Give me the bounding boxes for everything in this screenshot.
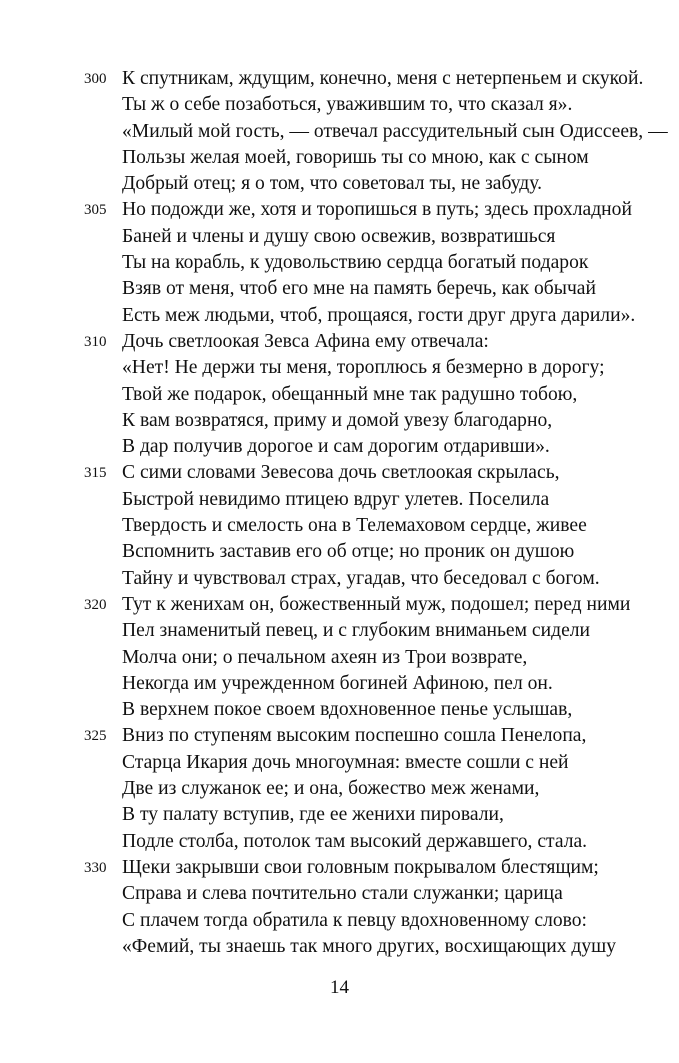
verse-line [84, 355, 644, 381]
verse-line [84, 434, 644, 460]
verse-line [84, 119, 668, 145]
line-text: Дочь светлоокая Зевса Афина ему отвечала: [122, 330, 489, 352]
verse-line [84, 92, 644, 118]
verse-line [84, 697, 644, 723]
line-text: Вспомнить заставив его об отце; но проник он душою [122, 541, 575, 563]
line-text: С плачем тогда обратила к певцу вдохновенному слово: [122, 909, 587, 931]
line-number: 310 [84, 333, 107, 350]
verse-line [84, 776, 644, 802]
line-text: Щеки закрывши свои головным покрывалом блестящим; [122, 856, 599, 878]
line-text: Тут к женихам он, божественный муж, подошел; перед ними [122, 593, 631, 615]
verse-line [84, 460, 644, 486]
line-text: К вам возвратяся, приму и домой увезу благодарно, [122, 409, 553, 431]
verse-line [84, 908, 644, 934]
verse-line [84, 303, 644, 329]
line-text: В дар получив дорогое и сам дорогим отдаривши». [122, 436, 550, 458]
line-number: 305 [84, 202, 107, 219]
line-text: Но подожди же, хотя и торопишься в путь; здесь прохладной [122, 199, 632, 221]
line-text: Пел знаменитый певец, и с глубоким вниманьем сидели [122, 620, 591, 642]
verse-line [84, 382, 644, 408]
verse-line [84, 513, 644, 539]
verse-line [84, 855, 644, 881]
line-text: Есть меж людьми, чтоб, прощаяся, гости друг друга дарили». [122, 304, 636, 326]
line-text: Тайну и чувствовал страх, угадав, что беседовал с богом. [122, 567, 600, 589]
verse-line [84, 566, 644, 592]
line-number: 320 [84, 596, 107, 613]
line-number: 300 [84, 71, 107, 87]
verse-line [84, 645, 644, 671]
verse-line [84, 592, 644, 618]
verse-line [84, 408, 644, 434]
line-text: В верхнем покое своем вдохновенное пенье услышав, [122, 699, 573, 721]
verse-line [84, 250, 644, 276]
verse-line [84, 276, 644, 302]
line-number: 325 [84, 728, 107, 745]
line-text: «Милый мой гость, — отвечал рассудительный сын Одиссеев, — [122, 120, 668, 142]
line-text: Справа и слева почтительно стали служанки; царица [122, 883, 563, 905]
line-text: Быстрой невидимо птицею вдруг улетев. Поселила [122, 488, 550, 510]
line-number: 315 [84, 465, 107, 482]
verse-line [84, 618, 644, 644]
verse-line [84, 171, 644, 197]
line-text: Добрый отец; я о том, что советовал ты, не забуду. [122, 173, 542, 195]
line-text: Молча они; о печальном ахеян из Трои возврате, [122, 646, 528, 668]
line-text: Твой же подарок, обещанный мне так радушно тобою, [122, 383, 578, 405]
line-text: В ту палату вступив, где ее женихи пировали, [122, 804, 504, 826]
verse-line [84, 145, 644, 171]
verse-line [84, 539, 644, 565]
page-number: 14 [330, 977, 349, 998]
verse-line [84, 487, 644, 513]
verse-line [84, 671, 644, 697]
verse-line [84, 66, 644, 92]
line-text: К спутникам, ждущим, конечно, меня с нетерпеньем и скукой. [122, 68, 644, 89]
verse-line [84, 197, 644, 223]
line-text: Вниз по ступеням высоким поспешно сошла Пенелопа, [122, 725, 587, 747]
line-text: Ты на корабль, к удовольствию сердца богатый подарок [122, 252, 589, 274]
verse-block [84, 66, 668, 960]
line-text: Взяв от меня, чтоб его мне на память беречь, как обычай [122, 278, 596, 300]
line-text: Подле столба, потолок там высокий державшего, стала. [122, 830, 588, 852]
verse-line [84, 224, 644, 250]
line-text: «Нет! Не держи ты меня, тороплюсь я безмерно в дорогу; [122, 357, 605, 379]
line-text: Ты ж о себе позаботься, уважившим то, что сказал я». [122, 94, 573, 116]
line-number: 330 [84, 859, 107, 876]
verse-line [84, 329, 644, 355]
line-text: «Фемий, ты знаешь так много других, восхищающих душу [122, 935, 617, 957]
line-text: Пользы желая моей, говоришь ты со мною, как с сыном [122, 146, 589, 168]
line-text: Твердость и смелость она в Телемаховом сердце, живее [122, 515, 587, 537]
verse-line [84, 723, 644, 749]
verse-line [84, 934, 644, 960]
line-text: Две из служанок ее; и она, божество меж женами, [122, 778, 540, 800]
verse-line [84, 802, 644, 828]
line-text: Старца Икария дочь многоумная: вместе сошли с ней [122, 751, 569, 773]
verse-line [84, 750, 644, 776]
line-text: С сими словами Зевесова дочь светлоокая скрылась, [122, 462, 560, 484]
verse-line [84, 829, 644, 855]
verse-line [84, 881, 644, 907]
line-text: Некогда им учрежденном богиней Афиною, пел он. [122, 672, 553, 694]
line-text: Баней и члены и душу свою освежив, возвратишься [122, 225, 556, 247]
